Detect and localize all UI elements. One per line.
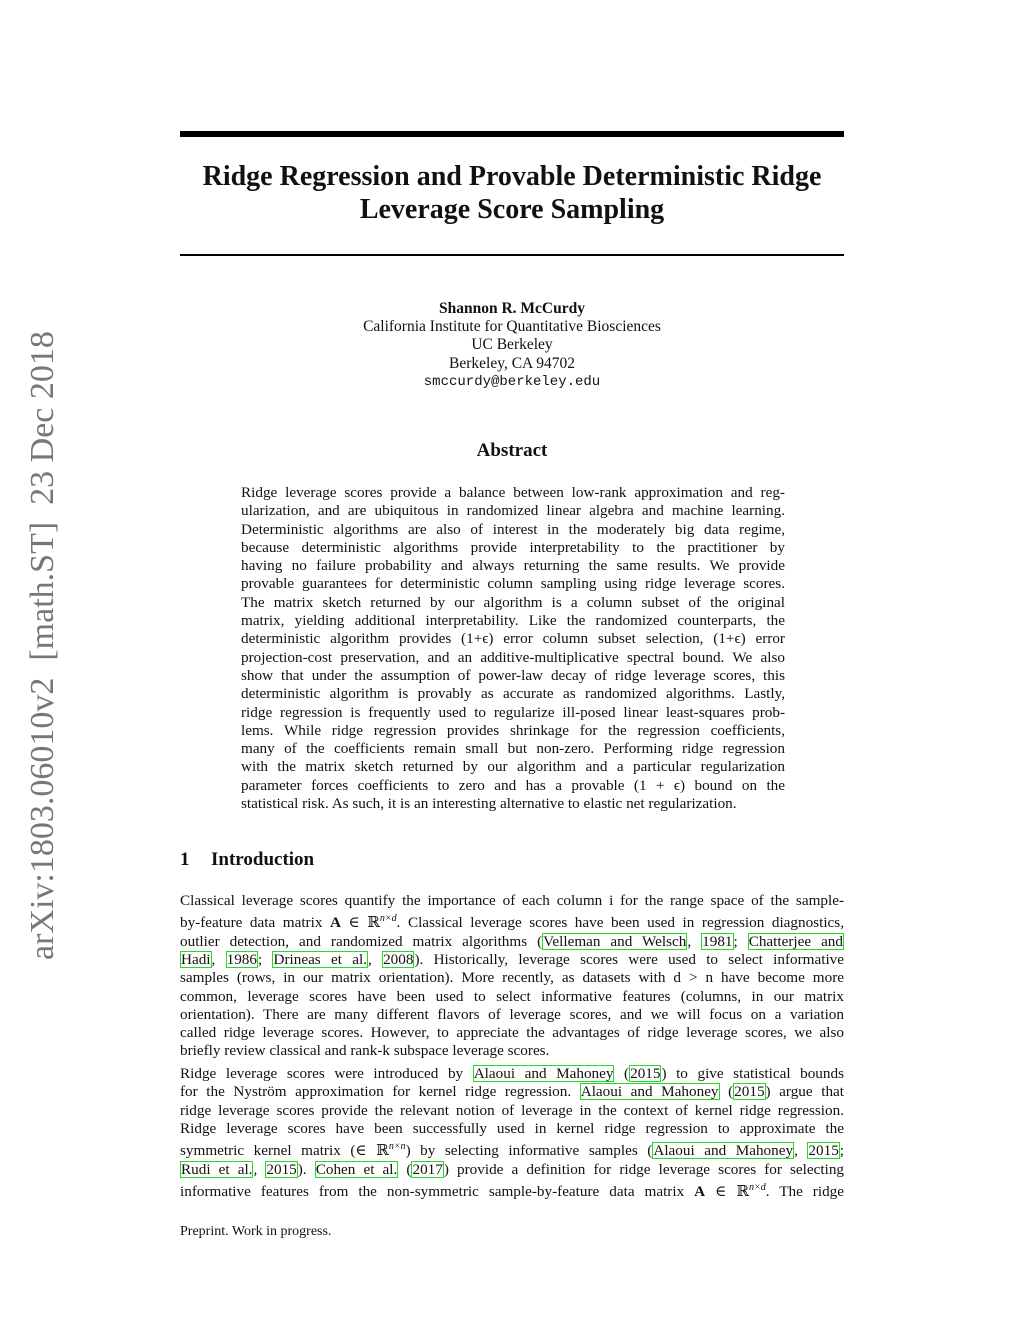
author-address: Berkeley, CA 94702	[449, 354, 575, 372]
abstract-line: projection-cost preservation, and an additive-multiplicative spectral bound. We also	[241, 648, 785, 666]
abstract-line: deterministic algorithm is provably as accurate as randomized algorithms. Lastly,	[241, 685, 785, 703]
abstract-body	[241, 484, 785, 813]
paragraph-line: by-feature data matrix A ∈ ℝ$^{n\times d}$. Classical leverage scores have been used in regression diagnostics,	[180, 913, 844, 932]
paragraph-line: symmetric kernel matrix (∈ ℝ$^{n\times n}$) by selecting informative samples (Alaoui and Mahoney, 2015;	[180, 1141, 845, 1160]
abstract-line: many of the coefficients remain small but non-zero. Performing ridge regression	[241, 740, 785, 758]
abstract-line: parameter forces coefficients to zero and has a provable (1 + ϵ) bound on the	[241, 776, 785, 794]
citation-year-link[interactable]: 2015	[734, 1083, 765, 1101]
citation-link[interactable]: Velleman and Welsch	[543, 932, 687, 950]
author-block	[180, 300, 844, 391]
title-line-1: Ridge Regression and Provable Deterministic Ridge	[202, 161, 822, 192]
paragraph-line: called ridge leverage scores. However, to appreciate the advantages of ridge leverage scores, we also	[180, 1024, 844, 1042]
author-email[interactable]: smccurdy@berkeley.edu	[423, 373, 601, 390]
abstract-line: ridge regression is frequently used to regularize ill-posed linear least-squares prob-	[241, 703, 785, 721]
arxiv-identifier: arXiv:1803.06010v2 [math.ST] 23 Dec 2018	[24, 331, 61, 960]
paragraph-line: for the Nyström approximation for kernel ridge regression. Alaoui and Mahoney (2015) argue that	[180, 1083, 844, 1101]
author-affiliation-2: UC Berkeley	[471, 336, 553, 354]
section-number: 1	[180, 849, 190, 870]
abstract-line: provable guarantees for deterministic column sampling using ridge leverage scores.	[241, 575, 785, 593]
abstract-line: statistical risk. As such, it is an interesting alternative to elastic net regularization.	[241, 795, 737, 813]
paragraph-line: informative features from the non-symmetric sample-by-feature data matrix A ∈ ℝ$^{n\times d}$. The ridge	[180, 1181, 844, 1200]
paragraph-line: Ridge leverage scores have been successfully used in kernel ridge regression to approximate the	[180, 1119, 844, 1137]
title-line-2: Leverage Score Sampling	[359, 194, 665, 225]
citation-year-link[interactable]: 1986	[226, 950, 257, 968]
abstract-line: Ridge leverage scores provide a balance between low-rank approximation and reg-	[241, 484, 785, 501]
section-title: Introduction	[211, 849, 315, 870]
paragraph-line: orientation). There are many different flavors of leverage scores, and we will focus on a variation	[180, 1005, 844, 1023]
abstract-line: lems. While ridge regression provides shrinkage for the regression coefficients,	[241, 721, 785, 739]
author-affiliation: California Institute for Quantitative Biosciences	[363, 318, 661, 336]
citation-link[interactable]: Alaoui and Mahoney	[580, 1083, 719, 1101]
citation-year-link[interactable]: 1981	[702, 932, 733, 950]
citation-year-link[interactable]: 2017	[412, 1160, 443, 1178]
intro-paragraph-2	[180, 1065, 844, 1201]
paragraph-line: Hadi, 1986; Drineas et al., 2008). Historically, leverage scores were used to select informative	[181, 950, 844, 968]
intro-paragraph-1	[180, 892, 844, 1061]
citation-link[interactable]: Hadi	[181, 950, 211, 968]
title-top-rule	[180, 131, 844, 137]
paragraph-line: samples (rows, in our matrix orientation). More recently, as datasets with d > n have become more	[180, 969, 844, 987]
author-name: Shannon R. McCurdy	[439, 300, 585, 317]
paragraph-line: ridge leverage scores provide the relevant notion of leverage in the context of kernel ridge regression.	[180, 1101, 844, 1119]
citation-link[interactable]: Alaoui and Mahoney	[473, 1065, 614, 1082]
abstract-line: ularization, and are ubiquitous in randomized linear algebra and machine learning.	[241, 502, 785, 520]
citation-year-link[interactable]: 2015	[630, 1065, 661, 1082]
paragraph-line: Rudi et al., 2015). Cohen et al. (2017) provide a definition for ridge leverage scores for selecting	[181, 1160, 845, 1178]
citation-link[interactable]: Cohen et al.	[315, 1160, 398, 1178]
footer-note: Preprint. Work in progress.	[180, 1224, 332, 1239]
abstract-line: because deterministic algorithms provide interpretability to the practitioner by	[241, 538, 785, 556]
abstract-line: The matrix sketch returned by our algorithm is a column subset of the original	[241, 593, 785, 611]
paragraph-line: outlier detection, and randomized matrix algorithms (Velleman and Welsch, 1981; Chatterjee and	[180, 932, 843, 950]
abstract-line: show that under the assumption of power-law decay of ridge leverage scores, this	[241, 666, 785, 684]
abstract-line: matrix, yielding additional interpretability. Like the randomized counterparts, the	[241, 612, 785, 630]
paragraph-line: briefly review classical and rank-k subspace leverage scores.	[180, 1042, 550, 1060]
citation-year-link[interactable]: 2008	[383, 950, 414, 968]
paper-title	[180, 160, 844, 226]
citation-year-link[interactable]: 2015	[266, 1160, 297, 1178]
citation-link[interactable]: Drineas et al.	[273, 950, 367, 968]
abstract-line: having no failure probability and always returning the same results. We provide	[241, 557, 785, 575]
abstract-line: with the matrix sketch returned by our algorithm and a particular regularization	[241, 758, 785, 776]
citation-link[interactable]: Rudi et al.	[181, 1160, 253, 1178]
section-heading	[180, 849, 314, 871]
citation-link[interactable]: Alaoui and Mahoney	[653, 1142, 794, 1160]
abstract-heading: Abstract	[476, 440, 548, 461]
abstract-line: deterministic algorithm provides (1+ϵ) error column subset selection, (1+ϵ) error	[241, 630, 785, 648]
paragraph-line: Classical leverage scores quantify the importance of each column i for the range space of the sample-	[180, 892, 844, 909]
paragraph-line: common, leverage scores have been used to select informative features (columns, in our matrix	[180, 987, 844, 1005]
paragraph-line: Ridge leverage scores were introduced by Alaoui and Mahoney (2015) to give statistical bounds	[180, 1065, 844, 1082]
title-bottom-rule	[180, 254, 844, 256]
abstract-line: Deterministic algorithms are also of interest in the moderately big data regime,	[241, 520, 785, 538]
citation-link[interactable]: Chatterjee and	[748, 932, 843, 950]
citation-year-link[interactable]: 2015	[808, 1142, 839, 1160]
